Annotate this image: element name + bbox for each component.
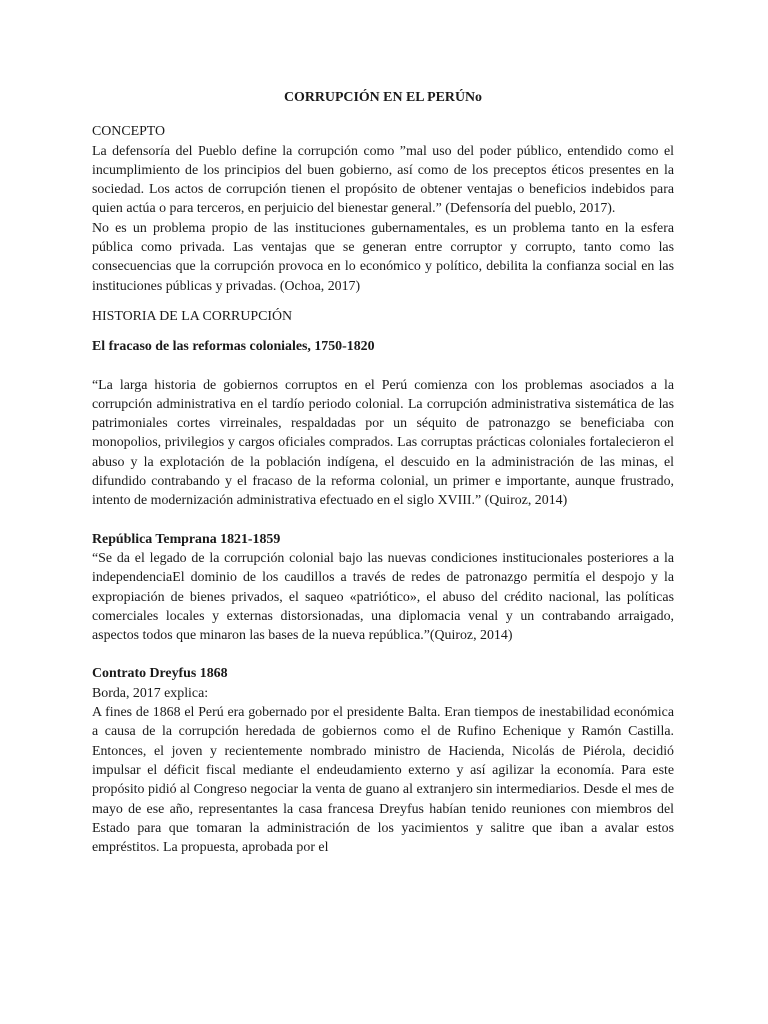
section-paragraph-reformas-coloniales: “La larga historia de gobiernos corruptos en el Perú comienza con los problemas asociados a la corrupción administrativa en el tardío periodo colonial. La corrupción administrativa sistemática de las patrimoniales cortes virreinales, respaldadas por un séquito de patronazgo se beneficiaba con monopolios, privilegios y cargos oficiales comprados. Las corruptas prácticas coloniales fortalecieron el abuso y la explotación de la población indígena, el descuido en la administración de las minas, el difundido contrabando y el fracaso de la reforma colonial, un primer e importante, aunque frustrado, intento de modernización administrativa efectuado en el siglo XVIII.” (Quiroz, 2014) <box>92 377 674 509</box>
spacer <box>92 511 674 530</box>
document-body <box>92 88 674 857</box>
historia-heading: HISTORIA DE LA CORRUPCIÓN <box>92 308 293 324</box>
spacer <box>92 645 674 664</box>
concepto-heading: CONCEPTO <box>92 124 166 140</box>
concepto-paragraph-2: No es un problema propio de las instituciones gubernamentales, es un problema tanto en la esfera pública como privada. Las ventajas que se generan entre corruptor y corrupto, tanto como las consecuencias que la corrupción provoca en lo económico y político, debilita la confianza social en las instituciones públicas y privadas. (Ochoa, 2017) <box>92 220 674 294</box>
document-title: CORRUPCIÓN EN EL PERÚNo <box>284 90 482 105</box>
spacer <box>92 296 674 307</box>
spacer <box>92 357 674 376</box>
spacer <box>92 326 674 337</box>
section-title-reformas-coloniales: El fracaso de las reformas coloniales, 1750-1820 <box>92 339 375 355</box>
concepto-paragraph-1: La defensoría del Pueblo define la corrupción como ”mal uso del poder público, entendido como el incumplimiento de los principios del buen gobierno, así como de los preceptos éticos presentes en la sociedad. Los actos de corrupción tienen el propósito de obtener ventajas o beneficios indebidos para quien actúa o para terceros, en perjuicio del bienestar general.” (Defensoría del pueblo, 2017). <box>92 143 674 217</box>
section-title-republica-temprana: República Temprana 1821-1859 <box>92 531 281 547</box>
section-intro-contrato-dreyfus: Borda, 2017 explica: <box>92 685 209 701</box>
section-title-contrato-dreyfus: Contrato Dreyfus 1868 <box>92 666 228 682</box>
section-paragraph-contrato-dreyfus: A fines de 1868 el Perú era gobernado por el presidente Balta. Eran tiempos de inestabilidad económica a causa de la corrupción heredada de gobiernos como el de Rufino Echenique y Ramón Castilla. Entonces, el joven y recientemente nombrado ministro de Hacienda, Nicolás de Piérola, decidió impulsar el déficit fiscal mediante el endeudamiento externo y así agilizar la economía. Para este propósito pidió al Congreso negociar la venta de guano al extranjero sin intermediarios. Desde el mes de mayo de ese año, representantes la casa francesa Dreyfus habían tenido reuniones con miembros del Estado para que tomaran la administración de los yacimientos y salitre que iban a avalar estos empréstitos. La propuesta, aprobada por el <box>92 705 674 856</box>
section-paragraph-republica-temprana: “Se da el legado de la corrupción colonial bajo las nuevas condiciones institucionales posteriores a la independenciaEl dominio de los caudillos a través de redes de patronazgo permitía el despojo y la expropiación de bienes privados, el saqueo «patriótico», el abuso del crédito nacional, las políticas comerciales locales y externas distorsionadas, una diplomacia venal y un contrabando arraigado, aspectos todos que minaron las bases de la nueva república.”(Quiroz, 2014) <box>92 550 674 644</box>
